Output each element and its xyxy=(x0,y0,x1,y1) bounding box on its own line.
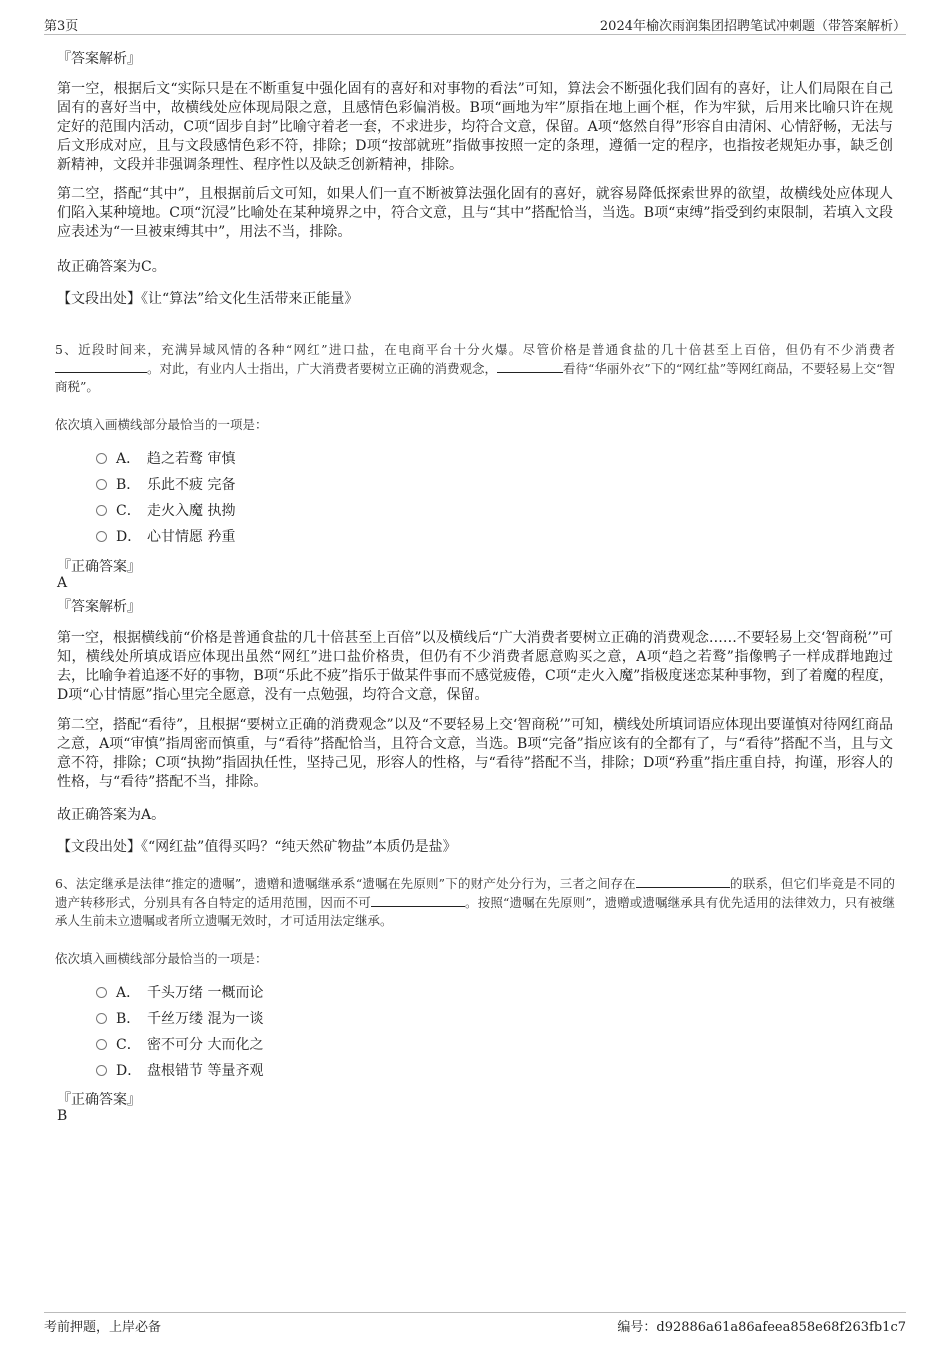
q6-question xyxy=(55,875,895,931)
q6-option-d[interactable]: D． 盘根错节 等量齐观 xyxy=(96,1061,263,1081)
q6-correct-answer: B xyxy=(57,1108,68,1124)
q5-prompt: 依次填入画横线部分最恰当的一项是： xyxy=(55,417,268,432)
q5-option-b[interactable]: B． 乐此不疲 完备 xyxy=(96,475,235,495)
q5-blank-2 xyxy=(497,360,563,373)
q5-text-1: 5、近段时间来，充满异域风情的各种“网红”进口盐，在电商平台十分火爆。尽管价格是普通食盐的几十倍甚至上百倍，但仍有不少消费者 xyxy=(55,342,895,357)
q6-option-b[interactable]: B． 千丝万缕 混为一谈 xyxy=(96,1009,263,1029)
q5-option-a[interactable]: A． 趋之若鹜 审慎 xyxy=(96,449,235,469)
radio-icon[interactable] xyxy=(96,1013,107,1024)
q5-option-c[interactable]: C． 走火入魔 执拗 xyxy=(96,501,235,521)
q5-correct-answer: A xyxy=(57,575,68,591)
q5-analysis-tag: 『答案解析』 xyxy=(57,599,141,615)
q5-conclusion: 故正确答案为A。 xyxy=(57,807,166,823)
page-header xyxy=(44,14,906,35)
radio-icon[interactable] xyxy=(96,987,107,998)
q5-option-d[interactable]: D． 心甘情愿 矜重 xyxy=(96,527,235,547)
q4-source: 【文段出处】《让“算法”给文化生活带来正能量》 xyxy=(57,291,359,307)
q5-text-3: 看待“华丽外衣”下的“网红盐”等网红商品，不要轻易上交“智商税”。 xyxy=(55,360,895,394)
q6-blank-2 xyxy=(371,894,465,907)
page-footer xyxy=(44,1312,906,1335)
footer-slogan: 考前押题，上岸必备 xyxy=(44,1320,162,1335)
document-code: 编号：d92886a61a86afeea858e68f263fb1c7 xyxy=(617,1320,906,1335)
radio-icon[interactable] xyxy=(96,453,107,464)
q6-option-a[interactable]: A． 千头万绪 一概而论 xyxy=(96,983,263,1003)
q5-analysis-p1: 第一空，根据横线前“价格是普通食盐的几十倍甚至上百倍”以及横线后“广大消费者要树立正确的消费观念……不要轻易上交‘智商税’”可知，横线处所填成语应体现出虽然“网红”进口盐价格贵，但仍有不少消费者愿意购买之意，A项“趋之若鹜”指像鸭子一样成群地跑过去，比喻争着追逐不好的事物，B项“乐此不疲”指乐于做某件事而不感觉疲倦，C项“走火入魔”指极度迷恋某种事物，到了着魔的程度，D项“心甘情愿”指心里完全愿意，没有一点勉强，均符合文意，保留。 xyxy=(57,630,893,703)
radio-icon[interactable] xyxy=(96,531,107,542)
q5-analysis-p2: 第二空，搭配“看待”，且根据“要树立正确的消费观念”以及“不要轻易上交‘智商税’”可知，横线处所填词语应体现出要谨慎对待网红商品之意，A项“审慎”指周密而慎重，与“看待”搭配恰当，且符合文意，当选。B项“完备”指应该有的全都有了，与“看待”搭配不当，且与文意不符，排除；C项“执拗”指固执任性，坚持己见，形容人的性格，与“看待”搭配不当，排除；D项“矜重”指庄重自持，拘谨，形容人的性格，与“看待”搭配不当，排除。 xyxy=(57,717,893,790)
q6-prompt: 依次填入画横线部分最恰当的一项是： xyxy=(55,951,268,966)
q6-correct-tag: 『正确答案』 xyxy=(57,1092,141,1108)
radio-icon[interactable] xyxy=(96,1065,107,1076)
radio-icon[interactable] xyxy=(96,479,107,490)
page-number: 第3页 xyxy=(44,19,79,34)
q6-text-1: 6、法定继承是法律“推定的遗嘱”，遗赠和遗嘱继承系“遗嘱在先原则”下的财产处分行为，三者之间存在 xyxy=(55,876,636,891)
radio-icon[interactable] xyxy=(96,505,107,516)
q4-analysis-p1: 第一空，根据后文“实际只是在不断重复中强化固有的喜好和对事物的看法”可知，算法会不断强化我们固有的喜好，让人们局限在自己固有的喜好当中，故横线处应体现局限之意，且感情色彩偏消极。B项“画地为牢”原指在地上画个框，作为牢狱，后用来比喻只许在规定好的范围内活动，C项“固步自封”比喻守着老一套，不求进步，均符合文意，保留。A项“悠然自得”形容自由清闲、心情舒畅，无法与后文形成对应，且与文段感情色彩不符，排除；D项“按部就班”指做事按照一定的条理，遵循一定的程序，也指按老规矩办事，缺乏创新精神，文段并非强调条理性、程序性以及缺乏创新精神，排除。 xyxy=(57,81,893,173)
q5-correct-tag: 『正确答案』 xyxy=(57,559,141,575)
radio-icon[interactable] xyxy=(96,1039,107,1050)
q6-text-3: 。按照“遗嘱在先原则”，遗赠或遗嘱继承具有优先适用的法律效力，只有被继承人生前未立遗嘱或者所立遗嘱无效时，才可适用法定继承。 xyxy=(55,894,895,928)
q4-analysis-tag: 『答案解析』 xyxy=(57,51,141,67)
q6-option-c[interactable]: C． 密不可分 大而化之 xyxy=(96,1035,263,1055)
q5-source: 【文段出处】《“网红盐”值得买吗？“纯天然矿物盐”本质仍是盐》 xyxy=(57,839,457,855)
document-title: 2024年榆次雨润集团招聘笔试冲刺题（带答案解析） xyxy=(599,19,906,34)
q6-blank-1 xyxy=(636,875,730,888)
q4-analysis-p2: 第二空，搭配“其中”，且根据前后文可知，如果人们一直不断被算法强化固有的喜好，就容易降低探索世界的欲望，故横线处应体现人们陷入某种境地。C项“沉浸”比喻处在某种境界之中，符合文意，且与“其中”搭配恰当，当选。B项“束缚”指受到约束限制，若填入文段应表述为“一旦被束缚其中”，用法不当，排除。 xyxy=(57,186,893,240)
q4-conclusion: 故正确答案为C。 xyxy=(57,259,166,275)
q6-text-2: 的联系，但它们毕竟是不同的遗产转移形式，分别具有各自特定的适用范围，因而不可 xyxy=(55,876,895,910)
q5-blank-1 xyxy=(55,360,147,373)
q5-text-2: 。对此，有业内人士指出，广大消费者要树立正确的消费观念， xyxy=(147,360,498,376)
q5-question xyxy=(55,341,895,397)
